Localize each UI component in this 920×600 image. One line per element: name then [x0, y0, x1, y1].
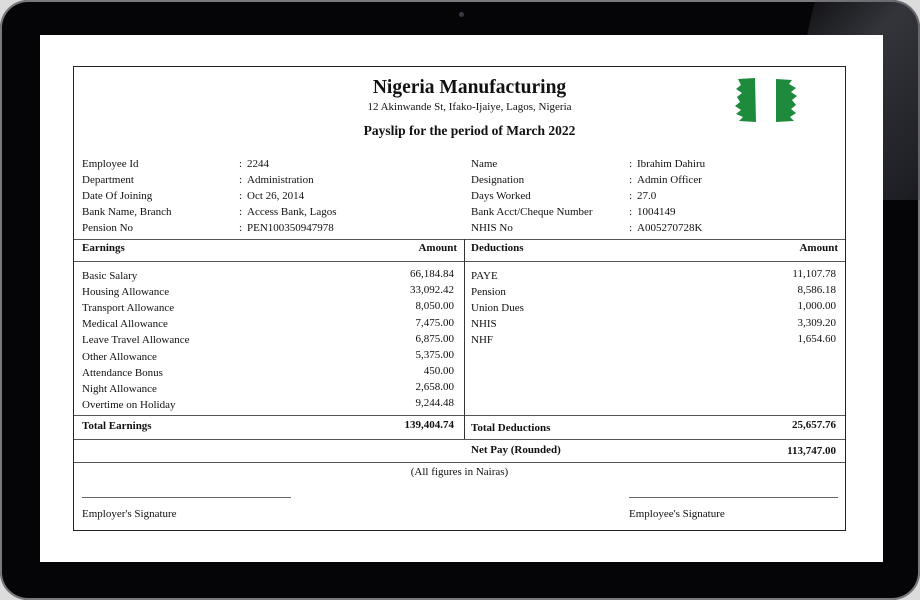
info-value: 2244 — [247, 158, 269, 170]
deductions-item-amount: 1,654.60 — [797, 333, 836, 345]
info-value: 27.0 — [637, 190, 657, 202]
info-value: PEN100350947978 — [247, 222, 334, 234]
info-colon: : — [629, 158, 633, 170]
deductions-item-label: Pension — [471, 286, 506, 298]
earnings-item-label: Other Allowance — [82, 351, 157, 363]
info-label: Department — [82, 174, 134, 186]
info-value: Administration — [247, 174, 314, 186]
nigeria-flag-logo — [734, 75, 798, 125]
deductions-header: Deductions — [471, 242, 524, 254]
camera-icon — [459, 12, 464, 17]
info-label: Pension No — [82, 222, 134, 234]
payslip-period-title: Payslip for the period of March 2022 — [363, 123, 576, 138]
total-deductions-amount: 25,657.76 — [792, 419, 836, 431]
earnings-item-label: Basic Salary — [82, 270, 138, 282]
employer-signature-line — [82, 497, 291, 498]
info-colon: : — [239, 190, 243, 202]
info-colon: : — [239, 158, 243, 170]
flag-green-right — [776, 79, 797, 122]
info-label: Bank Acct/Cheque Number — [471, 206, 593, 218]
deductions-item-label: Union Dues — [471, 302, 524, 314]
info-label: Name — [471, 158, 498, 170]
info-label: Date Of Joining — [82, 190, 153, 202]
earnings-item-amount: 8,050.00 — [415, 300, 454, 312]
payslip-document — [73, 66, 846, 531]
divider-line — [74, 239, 845, 240]
deductions-item-amount: 8,586.18 — [797, 284, 836, 296]
tablet-screen — [40, 35, 883, 562]
earnings-item-amount: 9,244.48 — [415, 397, 454, 409]
info-value: Ibrahim Dahiru — [637, 158, 706, 170]
company-name: Nigeria Manufacturing — [372, 77, 567, 98]
info-value: 1004149 — [637, 206, 676, 218]
total-deductions-label: Total Deductions — [471, 422, 551, 434]
earnings-item-label: Transport Allowance — [82, 302, 175, 314]
info-label: Days Worked — [471, 190, 531, 202]
divider-line — [74, 462, 845, 463]
company-address: 12 Akinwande St, Ifako-Ijaiye, Lagos, Nigeria — [367, 101, 572, 113]
earnings-item-label: Medical Allowance — [82, 318, 168, 330]
divider-line — [74, 261, 845, 262]
deductions-item-label: NHF — [471, 334, 494, 346]
net-pay-label: Net Pay (Rounded) — [471, 444, 561, 456]
earnings-item-amount: 7,475.00 — [415, 317, 454, 329]
info-colon: : — [629, 190, 633, 202]
info-colon: : — [239, 174, 243, 186]
info-value: Access Bank, Lagos — [247, 206, 337, 218]
column-divider — [464, 239, 465, 439]
earnings-item-label: Attendance Bonus — [82, 367, 163, 379]
earnings-item-amount: 66,184.84 — [410, 268, 454, 280]
info-colon: : — [239, 206, 243, 218]
divider-line — [74, 439, 845, 440]
employer-signature-label: Employer's Signature — [82, 508, 177, 520]
total-earnings-amount: 139,404.74 — [404, 419, 454, 431]
flag-green-left — [735, 78, 756, 122]
flag-white-center — [756, 78, 776, 122]
earnings-item-amount: 2,658.00 — [415, 381, 454, 393]
info-colon: : — [239, 222, 243, 234]
info-value: A005270728K — [637, 222, 703, 234]
info-label: Bank Name, Branch — [82, 206, 172, 218]
employee-signature-line — [629, 497, 838, 498]
net-pay-amount: 113,747.00 — [787, 445, 836, 457]
earnings-header: Earnings — [82, 242, 125, 254]
info-colon: : — [629, 206, 633, 218]
earnings-item-label: Leave Travel Allowance — [82, 334, 190, 346]
earnings-amount-header: Amount — [418, 242, 457, 254]
deductions-item-label: PAYE — [471, 270, 498, 282]
employee-signature-label: Employee's Signature — [629, 508, 725, 520]
info-value: Admin Officer — [637, 174, 702, 186]
earnings-item-label: Housing Allowance — [82, 286, 170, 298]
earnings-item-label: Overtime on Holiday — [82, 399, 176, 411]
earnings-item-amount: 450.00 — [423, 365, 454, 377]
info-colon: : — [629, 222, 633, 234]
info-label: NHIS No — [471, 222, 513, 234]
divider-line — [74, 415, 845, 416]
total-earnings-label: Total Earnings — [82, 420, 152, 432]
deductions-item-label: NHIS — [471, 318, 497, 330]
payslip-header — [74, 67, 845, 147]
earnings-item-label: Night Allowance — [82, 383, 157, 395]
deductions-item-amount: 11,107.78 — [792, 268, 836, 280]
info-label: Employee Id — [82, 158, 139, 170]
deductions-amount-header: Amount — [799, 242, 838, 254]
currency-note: (All figures in Nairas) — [410, 466, 509, 478]
info-value: Oct 26, 2014 — [247, 190, 305, 202]
info-colon: : — [629, 174, 633, 186]
earnings-item-amount: 33,092.42 — [410, 284, 454, 296]
earnings-item-amount: 5,375.00 — [415, 349, 454, 361]
info-label: Designation — [471, 174, 525, 186]
deductions-item-amount: 1,000.00 — [797, 300, 836, 312]
deductions-item-amount: 3,309.20 — [797, 317, 836, 329]
earnings-item-amount: 6,875.00 — [415, 333, 454, 345]
